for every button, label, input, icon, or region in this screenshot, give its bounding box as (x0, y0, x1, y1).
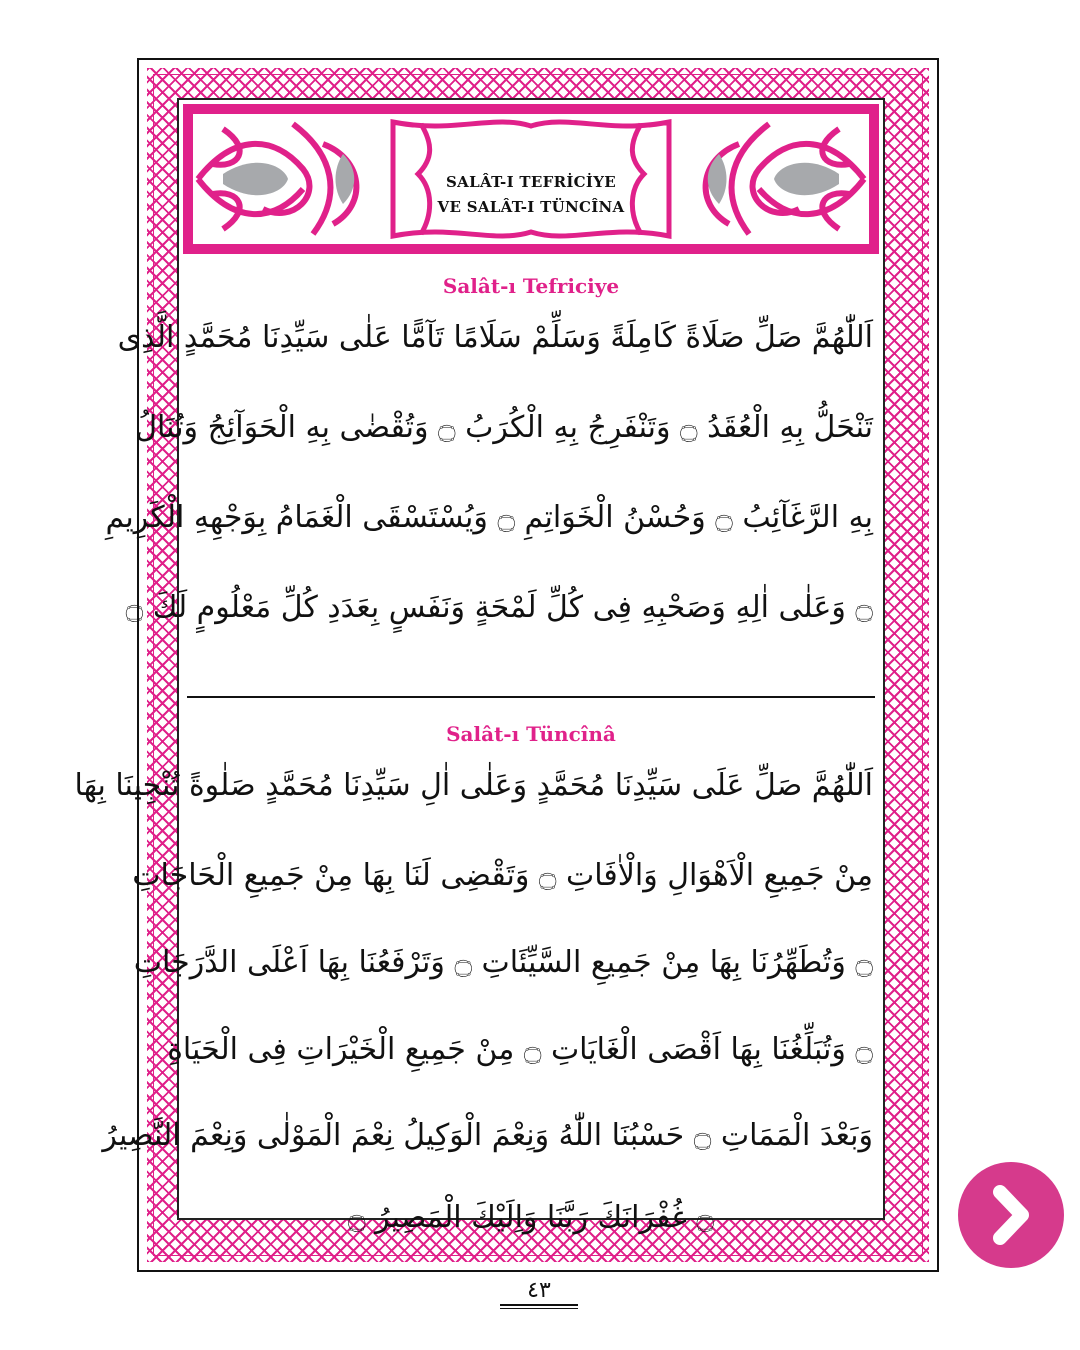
arabic-text-line: ۝ وَعَلٰى اٰلِهِ وَصَحْبِهِ فِى كُلِّ لَمْحَةٍ وَنَفَسٍ بِعَدَدِ كُلِّ مَعْلُومٍ لَكَ ۝ (125, 590, 873, 625)
arabic-text-line: ۝ غُفْرَانَكَ رَبَّنَا وَاِلَيْكَ الْمَصِيرُ ۝ (348, 1200, 714, 1235)
title-line-1: SALÂT-I TEFRİCİYE (446, 173, 616, 191)
arabic-text-line: تَنْحَلُّ بِهِ الْعُقَدُ ۝ وَتَنْفَرِجُ بِهِ الْكُرَبُ ۝ وَتُقْضٰى بِهِ الْحَوَآئِجُ وَتُنَالُ (135, 410, 873, 445)
arabic-text-line: اَللّٰهُمَّ صَلِّ عَلَى سَيِّدِنَا مُحَمَّدٍ وَعَلٰى اٰلِ سَيِّدِنَا مُحَمَّدٍ صَلٰوةً تُنْجِينَا بِهَا (74, 768, 873, 803)
arabic-text-line: اَللّٰهُمَّ صَلِّ صَلَاةً كَامِلَةً وَسَلِّمْ سَلَامًا تَآمًّا عَلٰى سَيِّدِنَا مُحَمَّدٍ الَّذِى (117, 320, 873, 355)
page-title (193, 170, 869, 220)
section-heading-tefriciye: Salât-ı Tefriciye (442, 274, 620, 298)
arabic-text-line: ۝ وَتُبَلِّغُنَا بِهَا اَقْصَى الْغَايَاتِ ۝ مِنْ جَمِيعِ الْخَيْرَاتِ فِى الْحَيَاةِ (167, 1032, 873, 1067)
arabic-text-line: مِنْ جَمِيعِ الْاَهْوَالِ وَالْاٰفَاتِ ۝ وَتَقْضِى لَنَا بِهَا مِنْ جَمِيعِ الْحَاجَاتِ (132, 858, 873, 893)
content-panel (74, 98, 885, 1235)
page-number: ٤٣ (500, 1278, 578, 1303)
header-cartouche (193, 114, 869, 244)
section-divider (187, 696, 875, 698)
title-line-2: VE SALÂT-I TÜNCÎNA (437, 198, 625, 216)
arabic-text-line: وَبَعْدَ الْمَمَاتِ ۝ حَسْبُنَا اللّٰهُ وَنِعْمَ الْوَكِيلُ نِعْمَ الْمَوْلٰى وَنِعْمَ النَّصِيرُ (102, 1118, 873, 1153)
arabic-text-line: ۝ وَتُطَهِّرُنَا بِهَا مِنْ جَمِيعِ السَّيِّئَاتِ ۝ وَتَرْفَعُنَا بِهَا اَعْلَى الدَّرَجَاتِ (133, 945, 873, 980)
chevron-right-icon (958, 1162, 1064, 1268)
section-heading-tuncina: Salât-ı Tüncînâ (446, 722, 616, 746)
header-banner (183, 104, 879, 254)
arabic-text-line: بِهِ الرَّغَآئِبُ ۝ وَحُسْنُ الْخَوَاتِمِ ۝ وَيُسْتَسْقَى الْغَمَامُ بِوَجْهِهِ الْكَرِيمِ (105, 500, 873, 535)
next-page-button[interactable] (958, 1162, 1064, 1268)
page-frame (74, 58, 939, 1272)
